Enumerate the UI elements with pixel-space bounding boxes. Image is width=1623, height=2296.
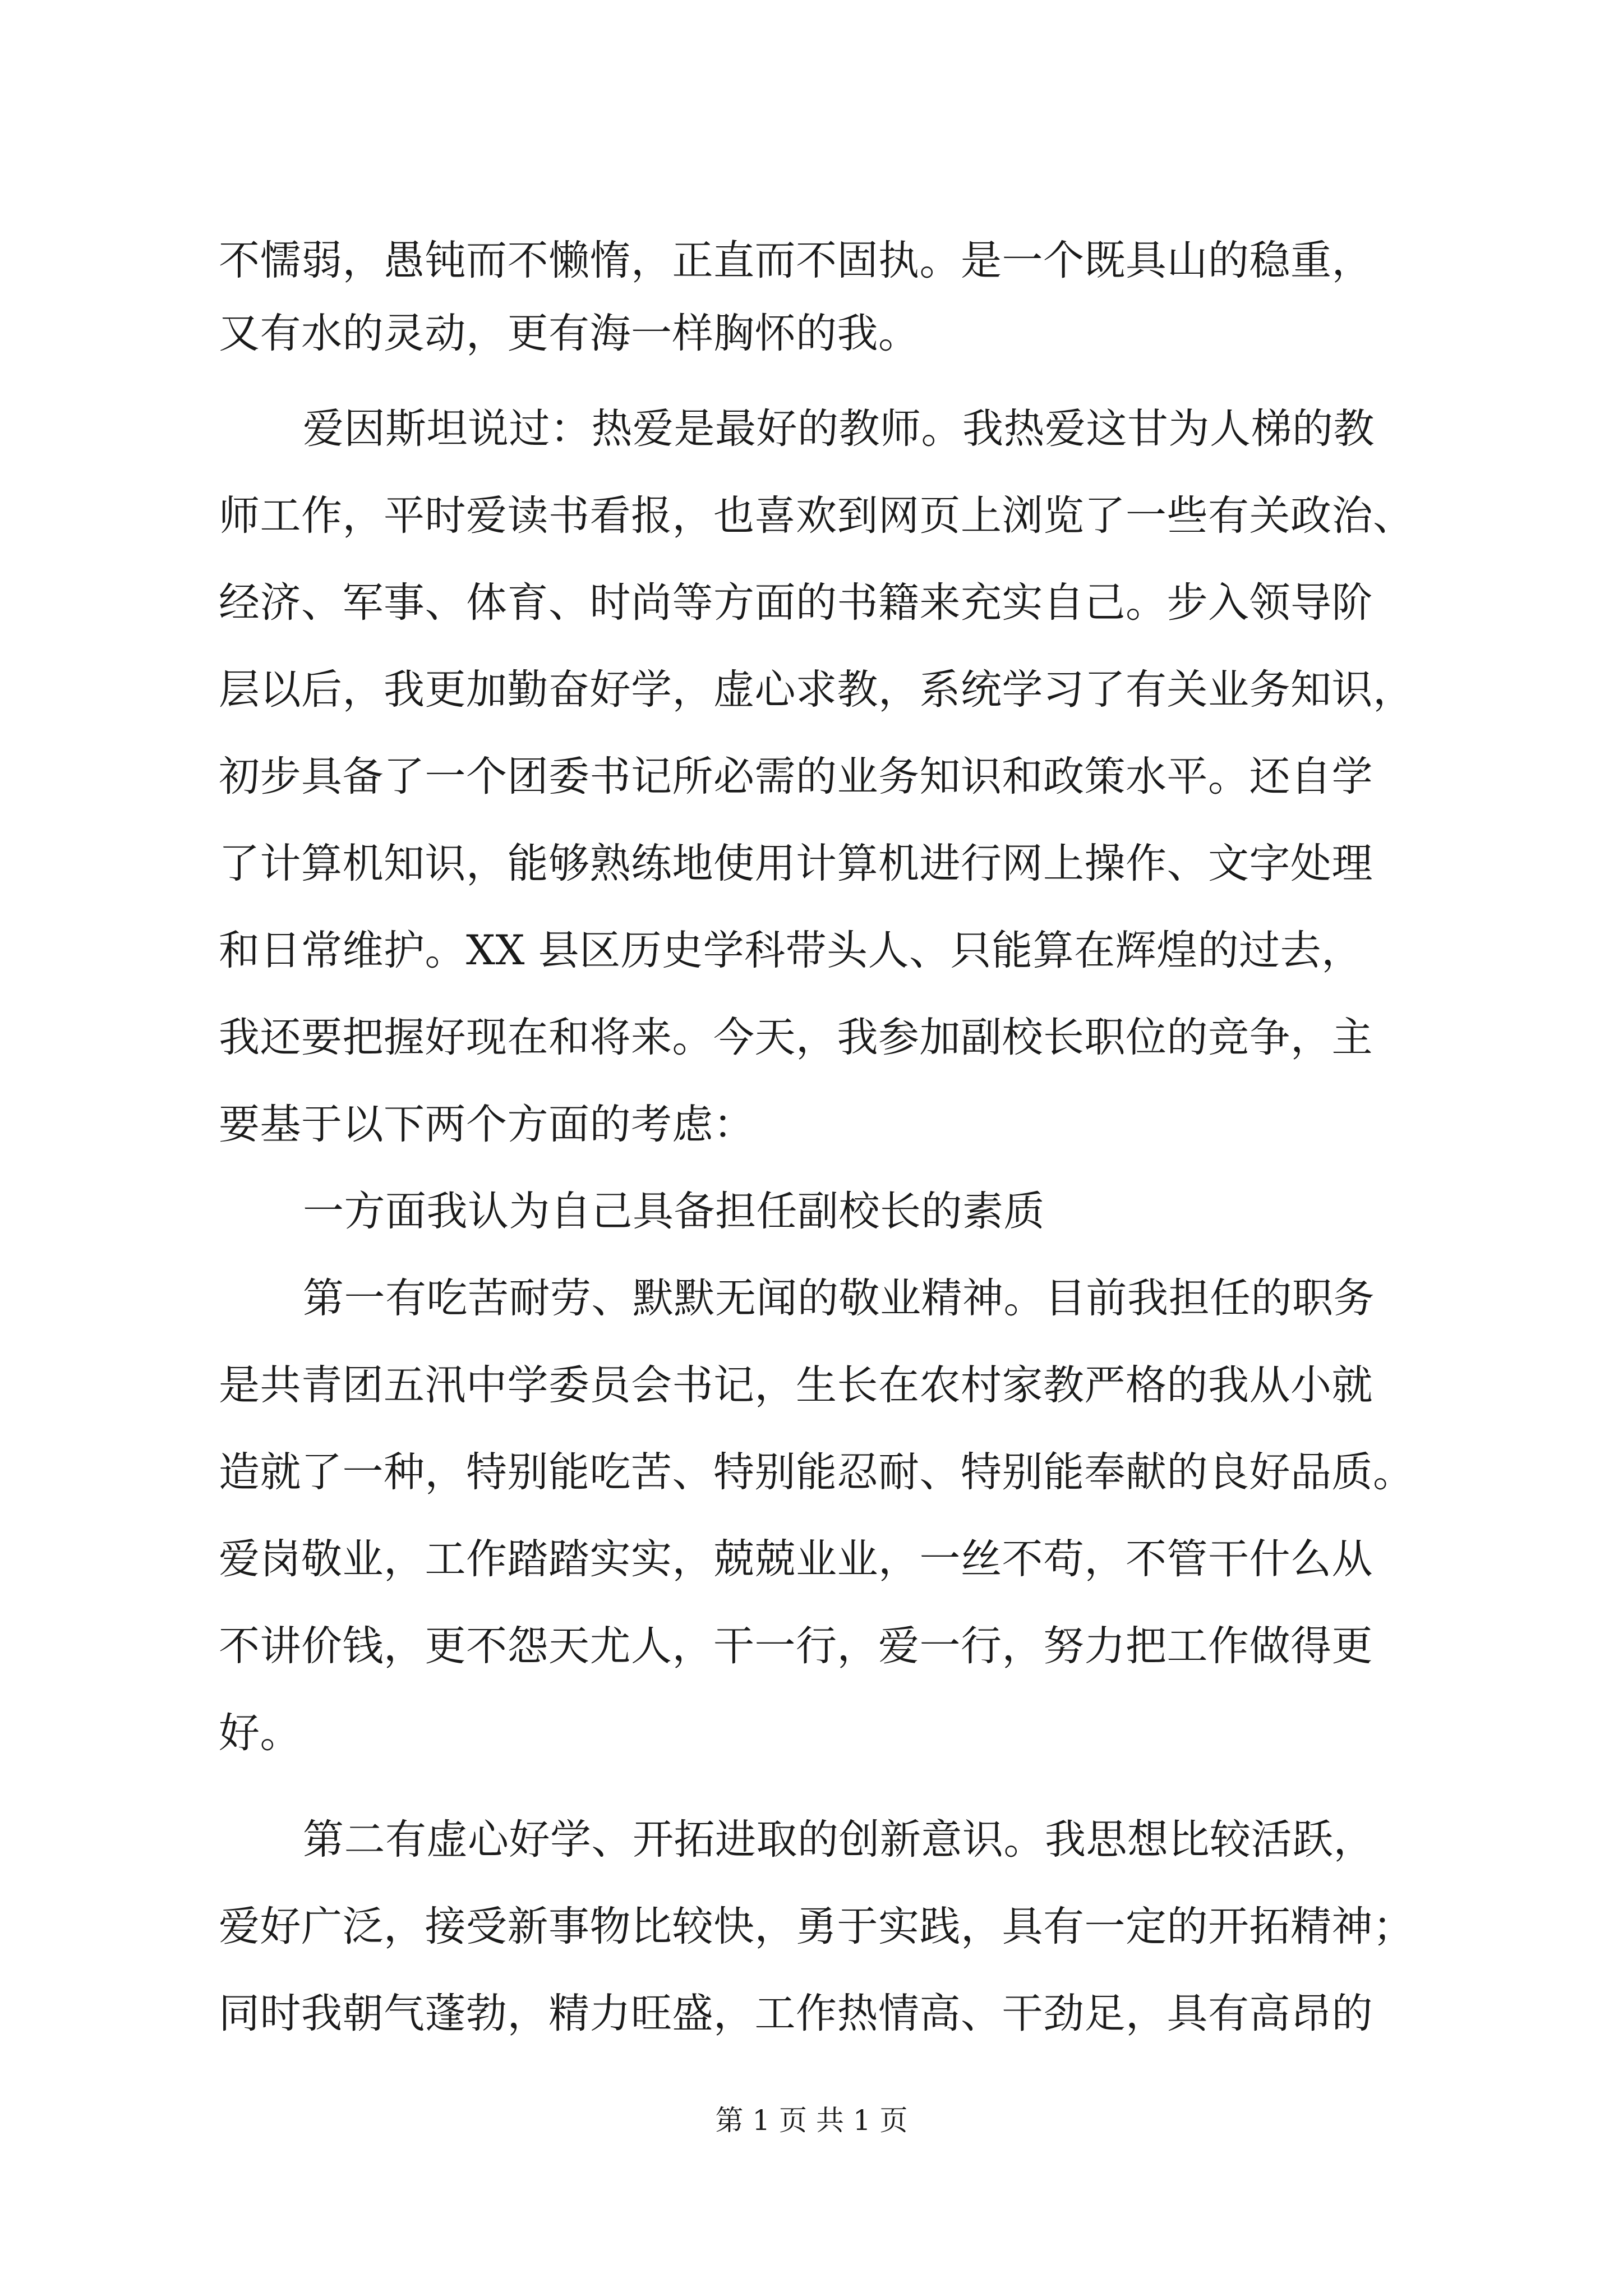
- text-line: 爱好广泛，接受新事物比较快，勇于实践，具有一定的开拓精神；: [219, 1903, 1414, 1950]
- section-heading: 一方面我认为自己具备担任副校长的素质: [303, 1188, 1045, 1235]
- text-line: 爱因斯坦说过：热爱是最好的教师。我热爱这甘为人梯的教: [303, 405, 1375, 453]
- text-line: 不懦弱，愚钝而不懒惰，正直而不固执。是一个既具山的稳重，: [219, 237, 1373, 284]
- text-line: 师工作，平时爱读书看报，也喜欢到网页上浏览了一些有关政治、: [219, 492, 1414, 540]
- text-line: 我还要把握好现在和将来。今天，我参加副校长职位的竞争，主: [219, 1014, 1373, 1061]
- text-line: 不讲价钱，更不怨天尤人，干一行，爱一行，努力把工作做得更: [219, 1622, 1373, 1670]
- text-line: 层以后，我更加勤奋好学，虚心求教，系统学习了有关业务知识，: [219, 666, 1414, 714]
- text-line: 是共青团五汛中学委员会书记，生长在农村家教严格的我从小就: [219, 1361, 1373, 1409]
- text-line: 了计算机知识，能够熟练地使用计算机进行网上操作、文字处理: [219, 840, 1373, 887]
- text-line: 和日常维护。XX 县区历史学科带头人、只能算在辉煌的过去，: [219, 927, 1363, 974]
- text-line: 初步具备了一个团委书记所必需的业务知识和政策水平。还自学: [219, 753, 1373, 800]
- text-line: 同时我朝气蓬勃，精力旺盛，工作热情高、干劲足，具有高昂的: [219, 1990, 1373, 2037]
- text-line: 经济、军事、体育、时尚等方面的书籍来充实自己。步入领导阶: [219, 579, 1373, 627]
- text-line: 第二有虚心好学、开拓进取的创新意识。我思想比较活跃，: [303, 1816, 1375, 1864]
- text-line: 爱岗敬业，工作踏踏实实，兢兢业业，一丝不苟，不管干什么从: [219, 1535, 1373, 1583]
- page-number-footer: 第 1 页 共 1 页: [715, 2104, 908, 2137]
- text-line: 第一有吃苦耐劳、默默无闻的敬业精神。目前我担任的职务: [303, 1274, 1375, 1322]
- text-line: 要基于以下两个方面的考虑：: [219, 1101, 755, 1148]
- text-line: 又有水的灵动，更有海一样胸怀的我。: [219, 310, 920, 357]
- text-line: 造就了一种，特别能吃苦、特别能忍耐、特别能奉献的良好品质。: [219, 1448, 1414, 1496]
- text-line: 好。: [219, 1709, 301, 1757]
